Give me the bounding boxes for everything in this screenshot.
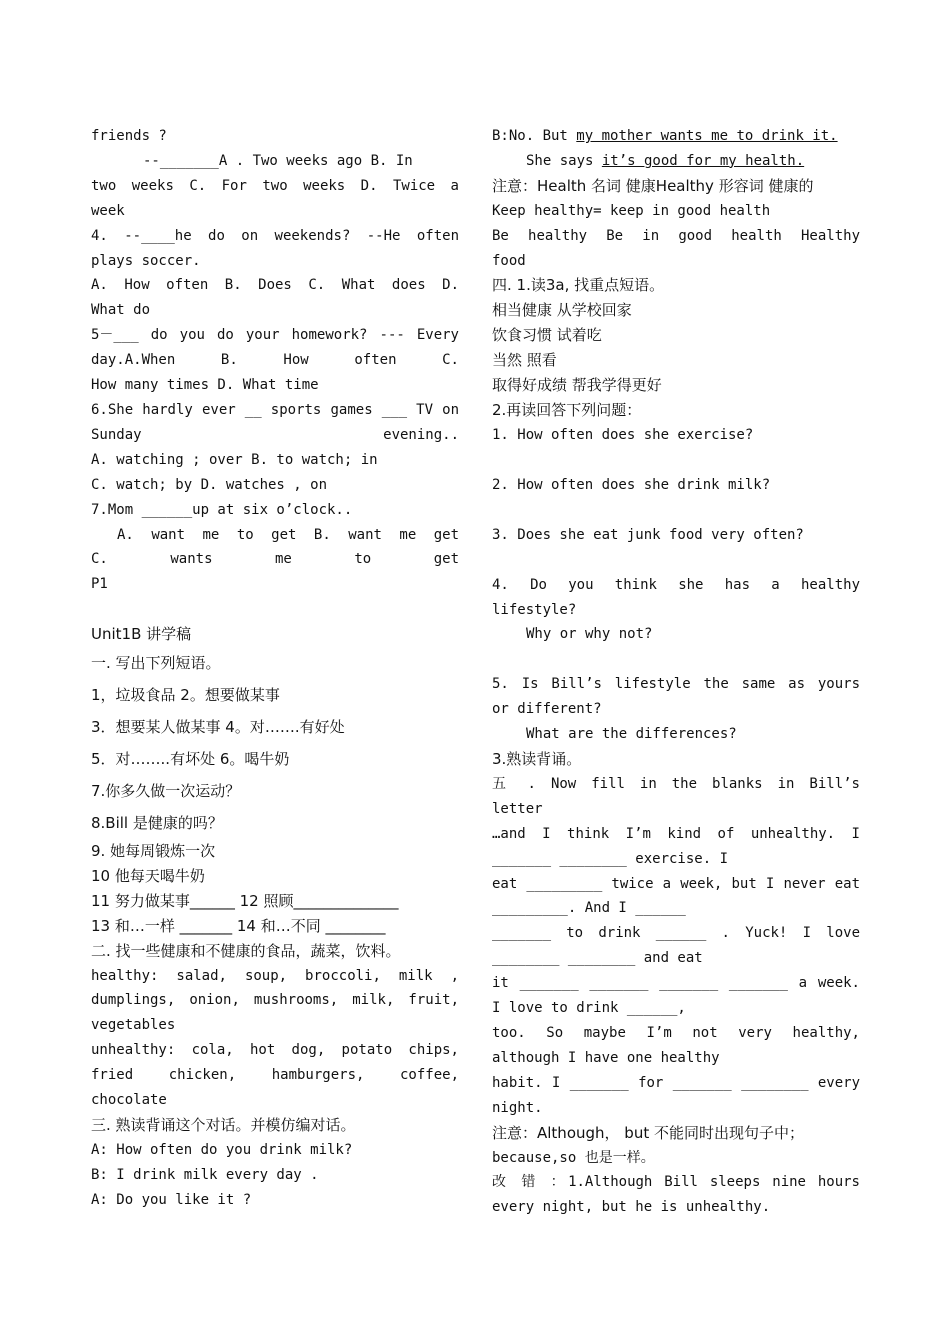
left-column: [91, 124, 459, 1213]
dialogue-prefix: She says: [526, 152, 602, 169]
text-line: 7.Mom ______up at six o’clock..: [91, 501, 353, 518]
page-number: P1: [91, 576, 108, 593]
dialogue-line: [492, 124, 860, 149]
text-line: 6.She hardly ever __ sports games ___ TV on: [91, 401, 459, 418]
text-line: Keep healthy= keep in good health: [492, 202, 771, 219]
question-line: 1. How often does she exercise?: [492, 426, 754, 443]
text-line: letter: [492, 800, 543, 817]
text-line: it _______ _______ _______ _______ a week.: [492, 975, 860, 992]
question-line: 2. How often does she drink milk?: [492, 476, 771, 493]
text-line: _______ to drink ______ . Yuck! I love: [492, 925, 860, 942]
text-line: food: [492, 252, 526, 269]
text-line: 9. 她每周锻炼一次: [91, 842, 216, 861]
text-line: --_______A . Two weeks ago B. In: [143, 152, 413, 169]
text-line: 8.Bill 是健康的吗？: [91, 814, 223, 833]
dialogue-prefix: B:No. But: [492, 128, 577, 144]
text-line: 4. --____he do on weekends? --He often: [91, 227, 459, 244]
section-heading: 三. 熟读背诵这个对话。并模仿编对话。: [91, 1115, 356, 1134]
text-line: dumplings, onion, mushrooms, milk, fruit,: [91, 992, 459, 1009]
note-line: because,so 也是一样。: [492, 1149, 655, 1166]
text-line: …and I think I’m kind of unhealthy. I: [492, 825, 860, 842]
note-line: 注意：Health 名词 健康Healthy 形容词 健康的: [492, 176, 814, 195]
text-line: How many times D. What time: [91, 377, 319, 394]
text-line: week: [91, 202, 125, 219]
text-line: 3．想要某人做某事 4。对…….有好处: [91, 718, 345, 737]
correction-line: every night, but he is unhealthy.: [492, 1199, 771, 1216]
question-line: 4. Do you think she has a healthy: [492, 576, 860, 593]
question-line: 3. Does she eat junk food very often?: [492, 526, 804, 543]
text-line: day.A.When B. How often C.: [91, 352, 459, 369]
text-line: 饮食习惯 试着吃: [492, 326, 602, 345]
text-line: 当然 照看: [492, 351, 557, 370]
text-line: Sunday evening..: [91, 426, 459, 443]
section-heading: 五 . Now fill in the blanks in Bill’s: [492, 775, 860, 792]
text-line: 13 和…一样 _______ 14 和…不同 ________: [91, 916, 386, 935]
text-line: _________. And I ______: [492, 900, 686, 917]
text-line: night.: [492, 1099, 543, 1116]
question-line: or different?: [492, 701, 602, 718]
correction-line: 改 错 ：1.Although Bill sleeps nine hours: [492, 1174, 860, 1191]
text-line: _______ ________ exercise. I: [492, 850, 729, 867]
text-line: plays soccer.: [91, 252, 201, 269]
section-heading: 四. 1.读3a, 找重点短语。: [492, 276, 665, 295]
text-line: habit. I _______ for _______ ________ every: [492, 1074, 860, 1091]
text-line: although I have one healthy: [492, 1049, 720, 1066]
text-line: C. watch; by D. watches , on: [91, 476, 328, 493]
section-heading: 二. 找一些健康和不健康的食品，蔬菜，饮料。: [91, 941, 401, 960]
text-line: unhealthy: cola, hot dog, potato chips,: [91, 1042, 459, 1059]
text-line: What do: [91, 302, 151, 319]
question-line: 5. Is Bill’s lifestyle the same as yours: [492, 676, 860, 693]
text-line: fried chicken, hamburgers, coffee,: [91, 1067, 459, 1084]
text-line: vegetables: [91, 1017, 176, 1034]
text-line: two weeks C. For two weeks D. Twice a: [91, 177, 459, 194]
text-line: friends ?: [91, 128, 167, 144]
underlined-text: my mother wants me to drink it.: [576, 128, 838, 144]
question-line: lifestyle?: [492, 601, 577, 618]
text-line: 3.熟读背诵。: [492, 750, 582, 769]
text-line: 1，垃圾食品 2。想要做某事: [91, 686, 280, 705]
text-line: C. wants me to get: [91, 551, 459, 568]
text-line: I love to drink ______,: [492, 1000, 686, 1017]
dialogue-line: [492, 149, 860, 174]
text-line: 11 努力做某事______ 12 照顾______________: [91, 891, 399, 910]
text-line: A. How often B. Does C. What does D.: [91, 277, 459, 294]
text-line: 10 他每天喝牛奶: [91, 866, 205, 885]
dialogue-line: A: How often do you drink milk?: [91, 1141, 353, 1158]
text-line: chocolate: [91, 1092, 167, 1109]
text-line: eat _________ twice a week, but I never eat: [492, 875, 860, 892]
text-line: 5－___ do you do your homework? --- Every: [91, 327, 459, 344]
dialogue-line: B: I drink milk every day .: [91, 1166, 319, 1183]
section-title: Unit1B 讲学稿: [91, 625, 192, 644]
text-line: too. So maybe I’m not very healthy,: [492, 1025, 860, 1041]
section-heading: 2.再读回答下列问题：: [492, 400, 642, 419]
underlined-text: it’s good for my health.: [601, 152, 805, 169]
text-line: 取得好成绩 帮我学得更好: [492, 376, 662, 395]
text-line: A. watching ; over B. to watch; in: [91, 451, 378, 468]
text-line: Be healthy Be in good health Healthy: [492, 227, 860, 244]
question-line: What are the differences?: [526, 726, 737, 743]
text-line: healthy: salad, soup, broccoli, milk ,: [91, 967, 459, 984]
text-line: 5．对……..有坏处 6。喝牛奶: [91, 750, 290, 769]
text-line: 相当健康 从学校回家: [492, 301, 632, 320]
note-line: 注意：Although， but 不能同时出现句子中；: [492, 1123, 804, 1142]
text-line: 7.你多久做一次运动？: [91, 782, 241, 801]
right-column: [492, 124, 860, 1220]
text-line: A. want me to get B. want me get: [117, 526, 459, 543]
section-heading: 一. 写出下列短语。: [91, 654, 221, 673]
dialogue-line: A: Do you like it ?: [91, 1191, 252, 1208]
question-line: Why or why not?: [526, 626, 653, 643]
text-line: ________ ________ and eat: [492, 950, 703, 967]
